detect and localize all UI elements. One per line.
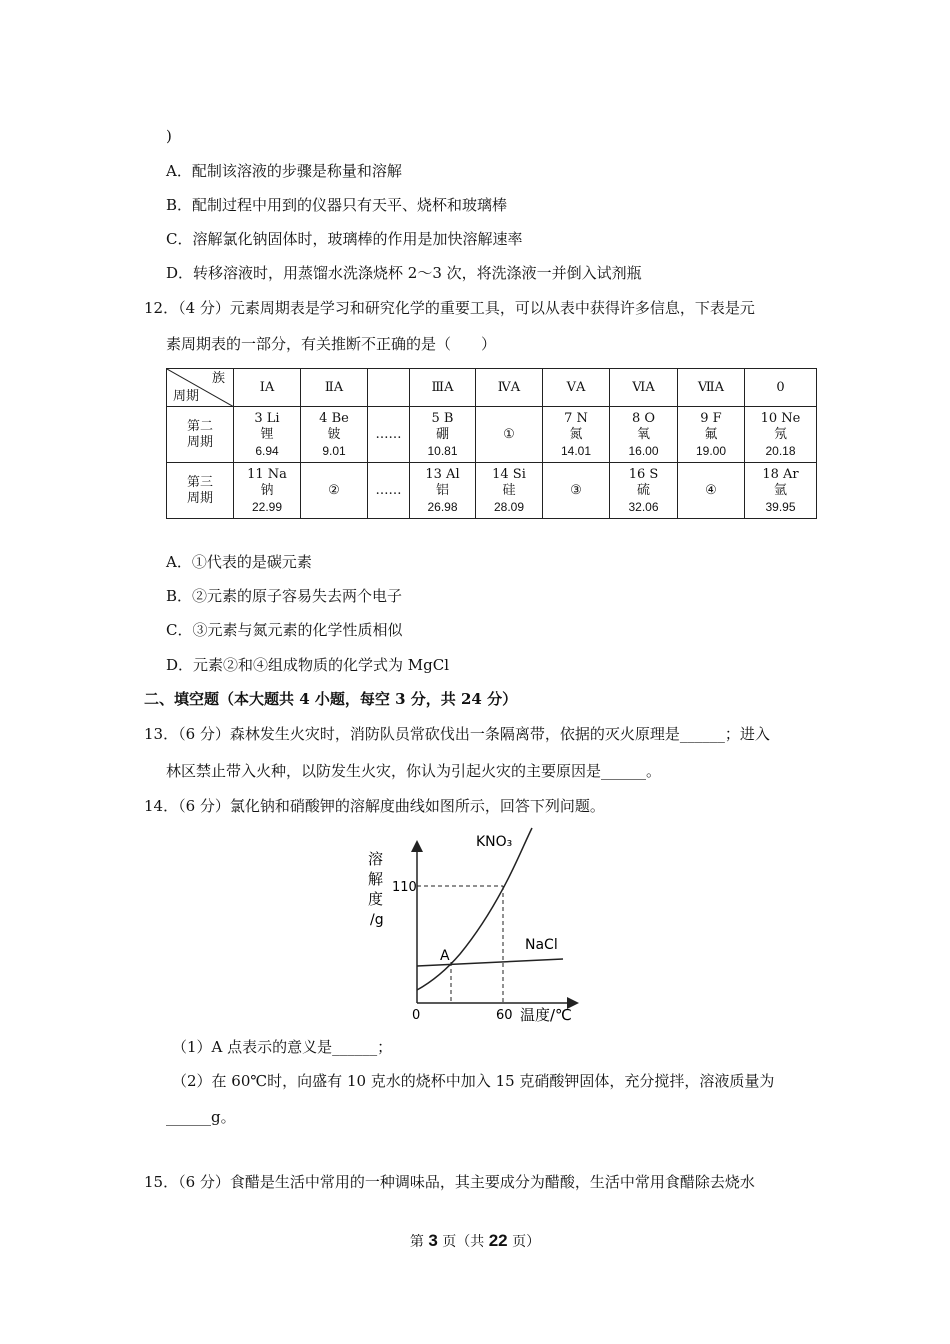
q12-option-b: B．②元素的原子容易失去两个电子 — [166, 587, 403, 605]
element-cell-si — [476, 463, 543, 519]
element-name: 氖 — [773, 426, 787, 442]
footer-middle: 页（共 — [437, 1234, 489, 1250]
unknown-element-marker: ③ — [543, 463, 610, 519]
element-name: 硼 — [435, 426, 449, 442]
element-symbol: 11 Na — [247, 466, 287, 482]
element-cell-o — [610, 407, 678, 463]
element-name: 铝 — [435, 482, 449, 498]
element-cell-be — [301, 407, 368, 463]
y-tick-label: 110 — [392, 880, 417, 895]
corner-period-label: 周期 — [173, 389, 200, 404]
q12-option-c: C．③元素与氮元素的化学性质相似 — [166, 621, 403, 639]
period-label-line: 周期 — [186, 434, 213, 450]
periodic-table-header-row — [167, 369, 817, 407]
q13-stem-line1: 13．（6 分）森林发生火灾时，消防队员常砍伐出一条隔离带，依据的灭火原理是______；进入 — [144, 725, 770, 743]
element-symbol: 4 Be — [319, 410, 349, 426]
element-symbol: 16 S — [628, 466, 659, 482]
q11-option-c: C．溶解氯化钠固体时，玻璃棒的作用是加快溶解速率 — [166, 230, 523, 248]
table-corner-cell — [167, 369, 234, 407]
element-mass: 28.09 — [493, 499, 525, 514]
element-mass: 20.18 — [765, 443, 796, 458]
group-header: ⅠA — [234, 369, 301, 407]
periodic-table — [166, 368, 817, 519]
element-name: 硅 — [502, 482, 516, 498]
element-symbol: 3 Li — [254, 410, 280, 426]
element-symbol: 5 B — [431, 410, 454, 426]
origin-label: 0 — [412, 1008, 421, 1023]
q11-option-b: B．配制过程中用到的仪器只有天平、烧杯和玻璃棒 — [166, 196, 508, 214]
element-mass: 32.06 — [628, 499, 659, 514]
y-axis-label-char: 度 — [368, 890, 384, 908]
kno3-label: KNO₃ — [476, 834, 513, 850]
nacl-label: NaCl — [525, 937, 558, 953]
period-2-row — [167, 407, 817, 463]
corner-group-label: 族 — [211, 371, 225, 386]
q12-stem-line2: 素周期表的一部分，有关推断不正确的是（ ） — [166, 335, 497, 353]
element-name: 铍 — [327, 426, 341, 442]
element-symbol: 14 Si — [492, 466, 526, 482]
x-axis-label: 温度/℃ — [520, 1006, 572, 1024]
element-cell-na — [234, 463, 301, 519]
element-cell-b — [410, 407, 476, 463]
element-name: 氧 — [636, 426, 650, 442]
x-tick-label: 60 — [496, 1008, 513, 1023]
element-mass: 14.01 — [560, 443, 592, 458]
period-label — [167, 463, 234, 519]
period-label-line: 第二 — [186, 418, 213, 434]
element-symbol: 10 Ne — [760, 410, 801, 426]
unknown-element-marker: ② — [301, 463, 368, 519]
group-header: ⅦA — [678, 369, 745, 407]
nacl-curve — [417, 959, 563, 966]
period-3-row — [167, 463, 817, 519]
ellipsis-cell: …… — [368, 463, 410, 519]
element-mass: 9.01 — [322, 443, 346, 458]
element-name: 硫 — [636, 482, 650, 498]
q13-stem-line2: 林区禁止带入火种，以防发生火灾，你认为引起火灾的主要原因是______。 — [166, 762, 662, 780]
page-number: 3 — [428, 1231, 438, 1250]
element-cell-li — [234, 407, 301, 463]
period-label — [167, 407, 234, 463]
element-symbol: 18 Ar — [762, 466, 799, 482]
y-axis-label-char: 解 — [368, 870, 384, 888]
element-cell-f — [678, 407, 745, 463]
page-footer — [0, 1231, 950, 1251]
q14-stem: 14．（6 分）氯化钠和硝酸钾的溶解度曲线如图所示，回答下列问题。 — [144, 797, 605, 815]
q11-option-d: D．转移溶液时，用蒸馏水洗涤烧杯 2～3 次，将洗涤液一并倒入试剂瓶 — [166, 264, 642, 282]
element-cell-ar — [745, 463, 817, 519]
group-header: ⅤA — [543, 369, 610, 407]
element-mass: 6.94 — [255, 443, 279, 458]
element-symbol: 8 O — [631, 410, 656, 426]
element-cell-s — [610, 463, 678, 519]
unknown-element-marker: ① — [476, 407, 543, 463]
group-header: 0 — [745, 369, 817, 407]
element-symbol: 13 Al — [425, 466, 460, 482]
group-header: ⅡA — [301, 369, 368, 407]
element-name: 锂 — [260, 426, 274, 442]
period-label-line: 第三 — [186, 474, 213, 490]
element-mass: 16.00 — [628, 443, 659, 458]
q14-sub2: （2）在 60℃时，向盛有 10 克水的烧杯中加入 15 克硝酸钾固体，充分搅拌，溶液质量为 — [172, 1072, 775, 1090]
ellipsis-cell: …… — [368, 407, 410, 463]
y-axis-label-char: 溶 — [368, 850, 384, 868]
element-name: 氩 — [773, 482, 787, 498]
group-header: ⅥA — [610, 369, 678, 407]
section-heading: 二、填空题（本大题共 4 小题，每空 3 分，共 24 分） — [144, 690, 518, 708]
solubility-curve-graph — [360, 820, 600, 1030]
element-mass: 39.95 — [765, 499, 796, 514]
element-cell-al — [410, 463, 476, 519]
element-mass: 22.99 — [251, 499, 283, 514]
total-pages: 22 — [488, 1231, 508, 1250]
element-cell-ne — [745, 407, 817, 463]
q12-stem-line1: 12．（4 分）元素周期表是学习和研究化学的重要工具，可以从表中获得许多信息，下表是元 — [144, 299, 755, 317]
q11-tail: ) — [166, 127, 172, 145]
group-header — [368, 369, 410, 407]
element-mass: 19.00 — [695, 443, 727, 458]
q15-stem: 15．（6 分）食醋是生活中常用的一种调味品，其主要成分为醋酸，生活中常用食醋除去烧水 — [144, 1173, 755, 1191]
q12-option-a: A．①代表的是碳元素 — [166, 553, 312, 571]
period-label-line: 周期 — [186, 490, 213, 506]
element-symbol: 9 F — [700, 410, 722, 426]
q12-option-d: D．元素②和④组成物质的化学式为 MgCl — [166, 656, 450, 674]
q11-option-a: A．配制该溶液的步骤是称量和溶解 — [166, 162, 402, 180]
unknown-element-marker: ④ — [678, 463, 745, 519]
footer-suffix: 页） — [507, 1234, 541, 1250]
point-a-label: A — [440, 948, 450, 964]
q14-sub2-answer: ______g。 — [166, 1108, 236, 1126]
element-mass: 10.81 — [427, 443, 458, 458]
y-axis-label-char: /g — [370, 912, 384, 928]
element-name: 氟 — [704, 426, 718, 442]
element-name: 氮 — [569, 426, 583, 442]
group-header: ⅣA — [476, 369, 543, 407]
element-name: 钠 — [260, 482, 274, 498]
q14-sub1: （1）A 点表示的意义是______； — [172, 1038, 393, 1056]
element-mass: 26.98 — [427, 499, 458, 514]
group-header: ⅢA — [410, 369, 476, 407]
element-symbol: 7 N — [564, 410, 588, 426]
footer-prefix: 第 — [409, 1234, 429, 1250]
element-cell-n — [543, 407, 610, 463]
